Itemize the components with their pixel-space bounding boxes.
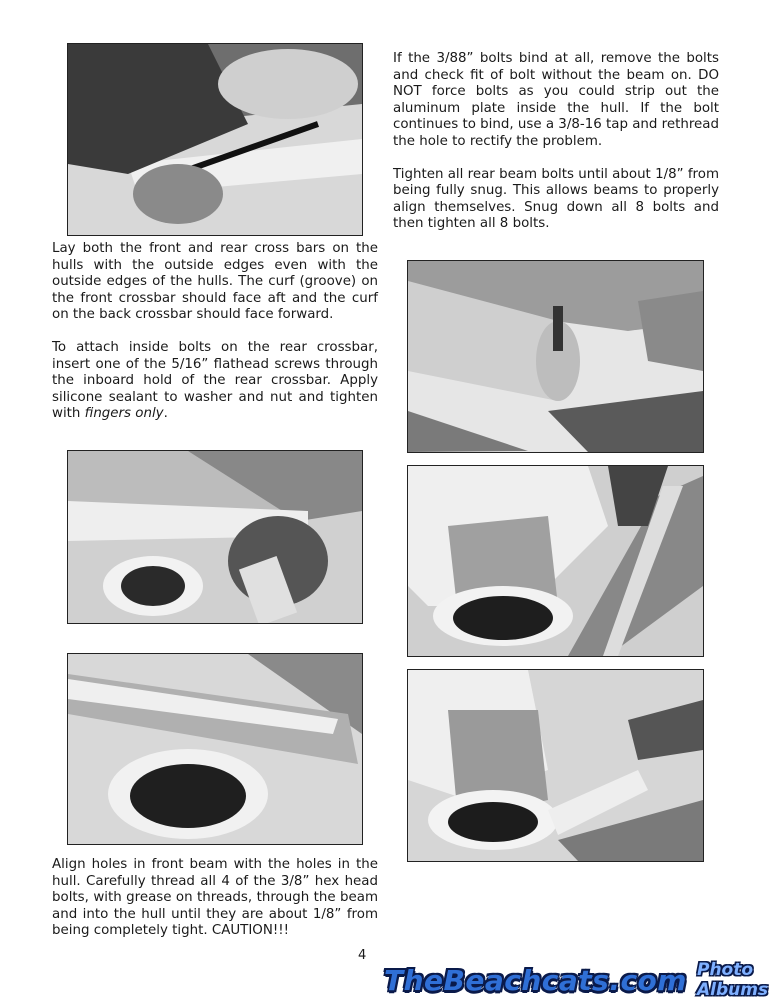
photo-tool-on-crossbar (67, 43, 363, 236)
watermark-main-text: TheBeachcats.com (384, 963, 687, 997)
site-watermark (384, 962, 768, 998)
right-text-block (393, 51, 719, 249)
paragraph-inside-bolts-prefix: To attach inside bolts on the rear crossbar, insert one of the 5/16” flathead screws through the inboard hold of the rear crossbar. Apply silicone sealant to washer and nut and tighten with (52, 339, 378, 422)
page-number: 4 (358, 948, 367, 963)
photo-crossbar-hull-opening (67, 653, 363, 845)
photo-drilling-beam (407, 465, 704, 657)
paragraph-tighten-bolts: Tighten all rear beam bolts until about 1/8” from being fully snug. This allows beams to properly align themselves. Snug down all 8 bolts and then tighten all 8 bolts. (393, 166, 719, 232)
watermark-sub-text: Photo Albums (696, 960, 769, 1000)
paragraph-align-holes: Align holes in front beam with the holes in the hull. Carefully thread all 4 of the 3/8” hex head bolts, with grease on threads, through the beam and into the hull until they are about 1/8” from being completely tight. CAUTION!!! (52, 857, 378, 939)
left-text-block-top (52, 241, 378, 439)
paragraph-bolt-binding: If the 3/88” bolts bind at all, remove the bolts and check fit of bolt without the beam on. DO NOT force bolts as you could strip out the aluminum plate inside the hull. If the bolt continues to bind, use a 3/8-16 tap and rethread the hole to rectify the problem. (393, 51, 719, 149)
photo-tightening-bolts (407, 669, 704, 862)
paragraph-inside-bolts-suffix: . (163, 406, 168, 422)
photo-bolt-beam-end (407, 260, 704, 453)
left-text-block-bottom (52, 857, 378, 956)
photo-silicone-application (67, 450, 363, 624)
paragraph-inside-bolts (52, 340, 378, 423)
fingers-only-emphasis: fingers only (84, 406, 164, 422)
paragraph-crossbar-placement: Lay both the front and rear cross bars on the hulls with the outside edges even with the outside edges of the hulls. The curf (groove) on the front crossbar should face aft and the curf on the back crossbar should face forward. (52, 241, 378, 323)
